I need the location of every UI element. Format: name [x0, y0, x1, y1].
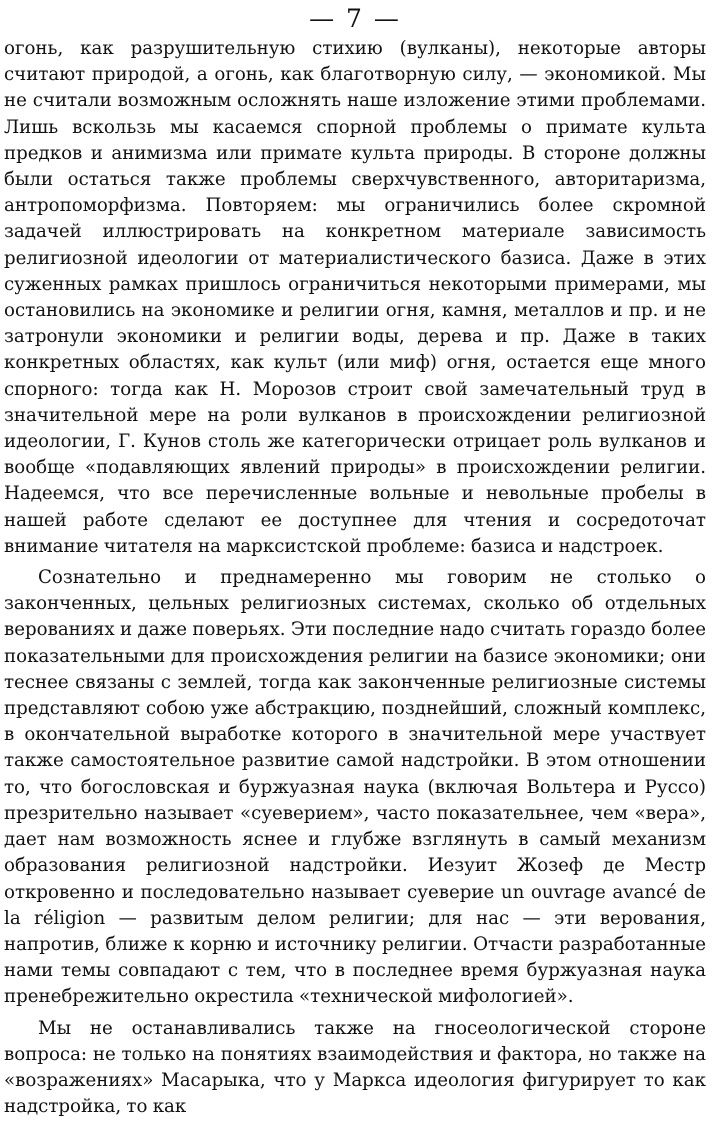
page-number: — 7 — [309, 4, 401, 33]
body-text [4, 36, 706, 1120]
paragraph-2: Сознательно и преднамеренно мы говорим не столько о законченных, цельных религиозных системах, сколько об отдельных верованиях и даже поверьях. Эти последние надо считать гораздо более показательными для происхождения религии на базисе экономики; они теснее связаны с землей, тогда как законченные религиозные системы представляют собою уже абстракцию, позднейший, сложный комплекс, в окончательной выработке которого в значительной мере участвует также самостоятельное развитие самой надстройки. В этом отношении то, что богословская и буржуазная наука (включая Вольтера и Руссо) презрительно называет «суеверием», часто показательнее, чем «вера», дает нам возможность яснее и глубже взглянуть в самый механизм образования религиозной надстройки. Иезуит Жозеф де Местр откровенно и последовательно называет суеверие un ouvrage avancé de la réligion — развитым делом религии; для нас — эти верования, напротив, ближе к корню и источнику религии. Отчасти разработанные нами темы совпадают с тем, что в последнее время буржуазная наука пренебрежительно окрестила «технической мифологией». [4, 567, 706, 1008]
paragraph-1: огонь, как разрушительную стихию (вулканы), некоторые авторы считают природой, а огонь, как благотворную силу, — экономикой. Мы не считали возможным осложнять наше изложение этими проблемами. Лишь вскользь мы касаемся спорной проблемы о примате культа предков и анимизма или примате культа природы. В стороне должны были остаться также проблемы сверхчувственного, авторитаризма, антропоморфизма. Повторяем: мы ограничились более скромной задачей иллюстрировать на конкретном материале зависимость религиозной идеологии от материалистического базиса. Даже в этих суженных рамках пришлось ограничиться некоторыми примерами, мы остановились на экономике и религии огня, камня, металлов и пр. и не затронули экономики и религии воды, дерева и пр. Даже в таких конкретных областях, как культ (или миф) огня, остается еще много спорного: тогда как Н. Морозов строит свой замечательный труд в значительной мере на роли вулканов в происхождении религиозной идеологии, Г. Кунов столь же категорически отрицает роль вулканов и вообще «подавляющих явлений природы» в происхождении религии. Надеемся, что все перечисленные вольные и невольные пробелы в нашей работе сделают ее доступнее для чтения и сосредоточат внимание читателя на марксистской проблеме: базиса и надстроек. [4, 38, 706, 557]
paragraph-3: Мы не останавливались также на гносеологической стороне вопроса: не только на понятиях взаимодействия и фактора, но также на «возражениях» Масарыка, что у Маркса идеология фигурирует то как надстройка, то как [4, 1017, 706, 1118]
